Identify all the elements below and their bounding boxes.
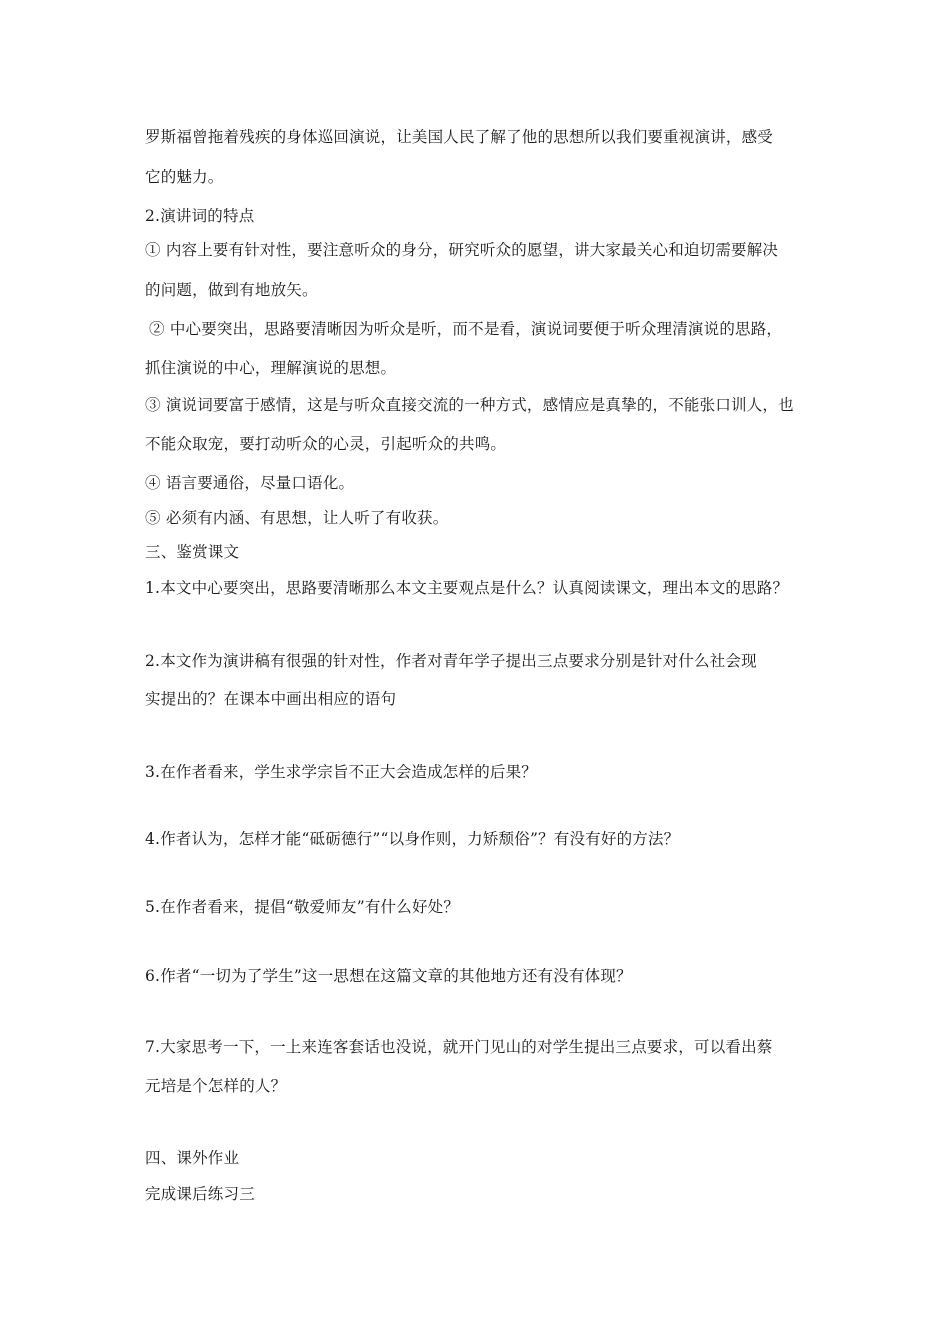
question-item: 1.本文中心要突出，思路要清晰那么本文主要观点是什么？认真阅读课文，理出本文的思路？ [145,579,789,597]
text-line: 完成课后练习三 [145,1185,255,1203]
text-line: 的问题，做到有地放矢。 [145,281,318,299]
text-line: 它的魅力。 [145,168,224,186]
question-item: 4.作者认为，怎样才能“砥砺德行”“以身作则，力矫颓俗”？有没有好的方法？ [145,830,680,848]
section-heading: 2.演讲词的特点 [145,207,255,225]
section-heading: 三、鉴赏课文 [145,543,240,561]
text-line: 元培是个怎样的人？ [145,1077,287,1095]
list-item: ⑤ 必须有内涵、有思想，让人听了有收获。 [145,509,449,527]
list-item: ④ 语言要通俗，尽量口语化。 [145,474,355,492]
text-line: 抓住演说的中心，理解演说的思想。 [145,359,397,377]
question-item: 3.在作者看来，学生求学宗旨不正大会造成怎样的后果？ [145,763,537,781]
question-item: 7.大家思考一下，一上来连客套话也没说，就开门见山的对学生提出三点要求，可以看出蔡 [145,1038,773,1056]
question-item: 5.在作者看来，提倡“敬爱师友”有什么好处？ [145,898,460,916]
section-heading: 四、课外作业 [145,1149,240,1167]
text-line: 实提出的？在课本中画出相应的语句 [145,690,397,708]
list-item: ② 中心要突出，思路要清晰因为听众是听，而不是看，演说词要便于听众理清演说的思路， [149,320,783,338]
question-item: 2.本文作为演讲稿有很强的针对性，作者对青年学子提出三点要求分别是针对什么社会现 [145,652,757,670]
text-line: 罗斯福曾拖着残疾的身体巡回演说，让美国人民了解了他的思想所以我们要重视演讲，感受 [145,128,774,146]
list-item: ③ 演说词要富于感情，这是与听众直接交流的一种方式，感情应是真挚的，不能张口训人，也 [145,396,794,414]
text-line: 不能众取宠，要打动听众的心灵，引起听众的共鸣。 [145,435,507,453]
question-item: 6.作者“一切为了学生”这一思想在这篇文章的其他地方还有没有体现？ [145,967,632,985]
list-item: ① 内容上要有针对性，要注意听众的身分，研究听众的愿望，讲大家最关心和迫切需要解决 [145,241,779,259]
